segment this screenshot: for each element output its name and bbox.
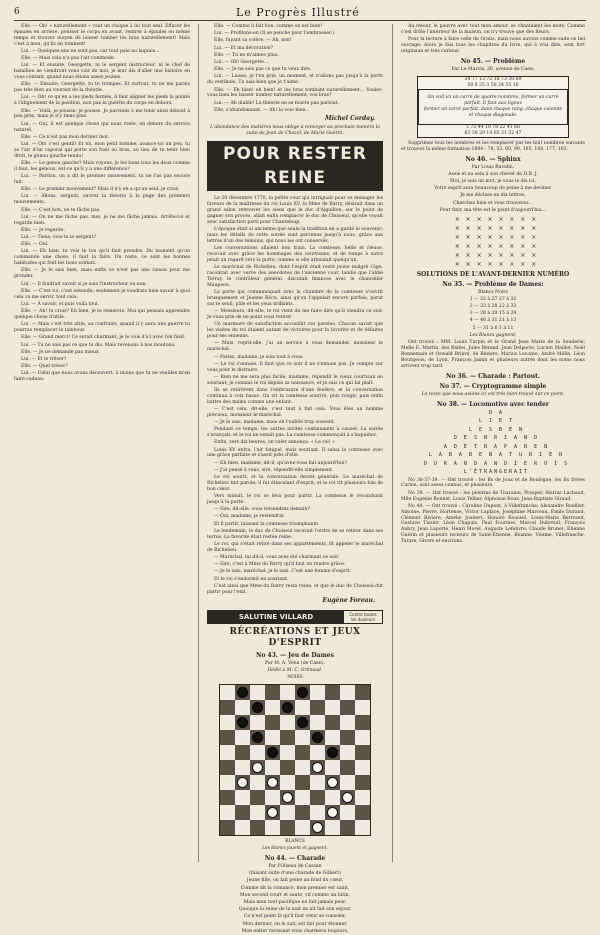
verse-line: Quoique la reine de la nuit en ait fait son séjour, xyxy=(238,907,352,913)
paragraph: — Oui, madame, je reviendrai. xyxy=(214,514,286,520)
paragraph: Lui. — Il faudrait savoir si je suis l'instructeur ou non. xyxy=(21,281,147,287)
board-square xyxy=(325,790,340,805)
solution-35-note: Les Blancs gagnent. xyxy=(469,332,517,338)
paragraph: — C'est cela, dit-elle, c'est tout à fait cela. Vous êtes un homme précieux, monsieur le maréchal. xyxy=(207,406,383,418)
checkers-board xyxy=(219,684,371,836)
cross-puzzle xyxy=(401,216,585,268)
move-row: 5 — 31 à 6 1 à 11 xyxy=(472,325,514,331)
board-square xyxy=(235,775,250,790)
cross-row: × × × × × × × × xyxy=(454,233,539,241)
solution-35-header: Blancs Noirs xyxy=(478,289,508,295)
solution-38-title: No 38. — Locomotive avec tender xyxy=(437,400,549,408)
board-square xyxy=(295,745,310,760)
board-square xyxy=(295,730,310,745)
board-square xyxy=(220,730,235,745)
author-signature: Eugène Foreau. xyxy=(322,596,375,604)
board-square xyxy=(235,730,250,745)
paragraph: No 40. — Ont trouvé : Caroline Dupont, à Villefranche; Alexandre Roullier, Antoine, Pierre, Hortense, Victor Laplace, Joséphine Marceau, Émile Durand, Clément Rivière, Amélie Joubert, Honoré Roussel, Louis-Marie Bertrand, Gustave Tissier, Léon Chapuis, Paul Fournier, Marcel Dubreuil, François Aubry, Jean Laporte, Henri Morel, Auguste Lefebvre, Claude Brunet, Étienne Guérin et plusieurs lecteurs de Saint-Étienne, Roanne, Vienne, Villefranche, Tarare, Givors et environs. xyxy=(401,503,585,545)
paragraph: Louis XV entra, l'air fatigué, mais souriant. Il salua la comtesse avec une grâce parfaite et s'assit près d'elle. xyxy=(207,447,383,459)
solution-36-title: No 36. — Charade : Partout. xyxy=(445,372,541,380)
paragraph: Elle. — Oh! « naturellement » vaut un chaque à lui tout seul. Effacer les épaules en arrière, pousser le corps en avant, rentrer à épaules en même temps et trouver moyen de laisser tomber les bras naturellement! Mais c'est à mon, qu'ils en tombent! xyxy=(14,24,190,47)
verse-line: Votre esprit aura beaucoup de peine à me deviner. xyxy=(434,186,552,192)
story-title-banner: POUR RESTER REINE xyxy=(207,141,383,191)
paragraph: Lui. — On ne me fâche pas, moi, je ne me fâche jamais. Arrête-toi et regarde bien. xyxy=(14,214,190,226)
paragraph: Lui. — Mais c'est très utile, au contraire, quand il y aura une guerre tu pourras remplacer le tambour. xyxy=(14,322,190,334)
problem-43-author: Par M. A. Vena (de Caen). xyxy=(264,660,325,666)
paragraph: Lui. — Oui, il est quelque chose qui nous reste, en dehors du service naturel. xyxy=(14,121,190,133)
verse-line: Mais mon tout pacifique ne fait jamais peur. xyxy=(243,900,347,905)
column-rule xyxy=(198,24,199,862)
advertisement-salutine xyxy=(207,610,383,624)
paragraph: Elle. — Grand merci! Ce serait charmant, je te vois d'ici avec ton fusil. xyxy=(21,335,186,341)
paragraph: C'est ainsi que Mme du Barry resta reine, et que le duc de Choiseul dut partir pour l'exil. xyxy=(207,583,383,595)
board-square xyxy=(235,745,250,760)
board-square xyxy=(280,790,295,805)
number-row: 63 38 29 14 65 31 52 47 xyxy=(464,130,522,136)
paragraph: Un murmure de satisfaction accueillit ces paroles. Chacun savait que les visites du roi étaient autant de victoires pour la favorite et de défaites pour ses ennemis. xyxy=(207,322,383,340)
paragraph: Lui. — Profitons-en (Il se penche pour l'embrasser.) xyxy=(214,31,334,37)
board-square xyxy=(235,805,250,820)
newspaper-title: Le Progrès Illustré xyxy=(235,5,360,19)
paragraph: Elle. — Le premier mouvement? Mais il n'y en a qu'un seul, je crois. xyxy=(21,187,180,193)
number-row: 5 72 44 19 78 22 41 66 xyxy=(465,124,521,130)
black-piece xyxy=(327,747,338,758)
board-square xyxy=(265,715,280,730)
black-piece xyxy=(252,702,263,713)
board-square xyxy=(250,820,265,835)
paragraph: Enfin, vers dix heures, un valet annonça: « Le roi! » xyxy=(214,440,335,446)
board-square xyxy=(235,700,250,715)
paragraph: Le roi, qui s'était retiré dans ses appartements, fit appeler le maréchal de Richelieu. xyxy=(207,541,383,553)
paragraph: — Je le sais, maréchal, je le sais. C'est une femme d'esprit. xyxy=(214,569,352,575)
paragraph: Elle. — Comme il fait bon, comme on est bien! xyxy=(214,24,323,29)
paragraph: — Maréchal, lui dit-il, vous avez été charmant ce soir. xyxy=(214,555,340,561)
board-square xyxy=(355,790,370,805)
paragraph: Lui. — Allons, sergent, ouvrez la théorie à la page des premiers mouvements. xyxy=(14,194,190,206)
paragraph: Elle, s'abandonnant. — Ah! la voie bien... xyxy=(214,107,310,113)
paragraph: Elle. — Ensuite, Georgette, tu te trompes. Et surtout, tu ne me parais pas très bien au courant de la théorie. xyxy=(14,82,190,94)
board-square xyxy=(325,715,340,730)
closing-text xyxy=(401,478,585,546)
paragraph: Lui. — Tu ne sais pas ce que tu dis. Mais revenons à nos moutons. xyxy=(21,342,176,348)
board-square xyxy=(340,715,355,730)
problem-45-author: Par Le Marcis, 26, avenue de Caen. xyxy=(451,66,535,72)
paragraph: No 39. — Ont trouvé : les pèlerins de Touraine, Prosper, Marius Lachaud, Mlle Eugénie Bonnet, Louis Tellier, Alphonse Roux, Jean-Baptiste Giraud. xyxy=(401,490,585,502)
paragraph: Et il partit, laissant la comtesse triomphante. xyxy=(214,521,320,527)
white-piece xyxy=(327,777,338,788)
board-square xyxy=(250,745,265,760)
move-row: 4 — 48 à 31 21 à 12 xyxy=(469,318,517,324)
board-square xyxy=(250,775,265,790)
black-piece xyxy=(267,747,278,758)
solution-35-title: No 35. — Problème de Dames: xyxy=(442,280,544,288)
white-piece xyxy=(237,777,248,788)
locomotive-puzzle xyxy=(401,410,585,476)
board-square xyxy=(295,715,310,730)
board-square xyxy=(325,730,340,745)
board-square xyxy=(310,775,325,790)
paragraph: Elle. — Le genou gauche? Mais voyons, je les tiens tous les deux comme il faut, les genoux, est-ce qu'il y a une différence? xyxy=(14,161,190,172)
board-square xyxy=(355,745,370,760)
paragraph: Elle. — C'est bon, ne te fâche pas. xyxy=(21,207,101,213)
paragraph: Le lendemain, le duc de Choiseul recevait l'ordre de se retirer dans ses terres. La favorite était restée reine. xyxy=(207,528,383,540)
paragraph: Elle. — Tu ne m'aimes plus. xyxy=(214,52,279,58)
paragraph: — Parlez, madame, je suis tout à vous. xyxy=(214,354,304,360)
paragraph: Lui. — Oh! ce qu'en a les pieds fermés, il faut aligner les pieds la pointe à l'alignement de la position, non pas la guérite du corps en dehors. xyxy=(14,95,190,107)
board-square xyxy=(310,745,325,760)
paragraph: Elle. — Je regarde. xyxy=(21,227,65,233)
paragraph: Lui. — Laisse, je t'en prie, un moment, et n'allons pas jusqu'à la porte du vestibule. Tu sais bien que je t'aime. xyxy=(207,74,383,86)
white-piece xyxy=(312,822,323,833)
paragraph: Elle. — Je le sais bien, mais enfin ce n'est pas une raison pour me gronder. xyxy=(14,268,190,280)
board-square xyxy=(310,805,325,820)
board-square xyxy=(340,745,355,760)
board-square xyxy=(310,760,325,775)
cross-row: × × × × × × × × xyxy=(454,215,539,223)
figure-caption: On voit ici un carré de quatre nombres, former un carré parfait. Il faut aux lignes xyxy=(427,94,559,106)
board-square xyxy=(250,805,265,820)
board-square xyxy=(250,790,265,805)
board-square xyxy=(355,685,370,700)
board-square xyxy=(310,730,325,745)
paragraph: Lui. — Oh! Georgette... xyxy=(214,60,269,66)
black-piece xyxy=(237,717,248,728)
board-square xyxy=(220,700,235,715)
board-square xyxy=(355,715,370,730)
crypto-row: D U R A N D A N D I E R O I S xyxy=(423,460,570,467)
board-square xyxy=(250,730,265,745)
solution-37-title: No 37. — Cryptogramme simple xyxy=(439,382,547,390)
paragraph: Lui. — À savoir, et puis voilà tout. xyxy=(21,301,100,307)
paragraph: Pendant ce temps, les autres invités continuaient à causer. La soirée s'avançait, et le roi ne venait pas. La comtesse commençait à s'inquiéter. xyxy=(207,427,383,439)
figure-caption: former un carré parfait, dans chaque rang, chaque colonne et chaque diagonale. xyxy=(423,106,563,118)
board-square xyxy=(220,715,235,730)
number-row: 34 77 13 72 18 73 30 69 xyxy=(464,76,522,82)
paragraph: Lui. — Pardon, on a dit le premier mouvement, tu ne l'as pas encore fait. xyxy=(14,174,190,186)
cross-row: × × × × × × × × xyxy=(454,251,539,259)
editor-note: L'abondance des matières nous oblige à renvoyer au prochain numéro la suite de Jean de Chazol, de Marie Guérin. xyxy=(210,124,380,136)
dialogue-text xyxy=(14,24,190,383)
board-square xyxy=(280,745,295,760)
board-square xyxy=(220,805,235,820)
verse-line: Mon second court et saute, vif comme un lutin, xyxy=(239,892,351,898)
board-square xyxy=(340,700,355,715)
column-rule xyxy=(392,24,393,862)
paragraph: — Je le sais, madame, mais on l'oublie trop souvent. xyxy=(214,420,336,426)
paragraph: — Mais, reprit-elle, j'ai un service à vous demander, monsieur le maréchal. xyxy=(207,341,383,353)
paragraph: Et le roi s'endormit en souriant. xyxy=(214,576,289,582)
paragraph: Elle. — Ah! tu crois? Eh bien, je te remercie. Moi qui pensais apprendre quelque chose d'utile. xyxy=(14,309,190,320)
board-square xyxy=(310,820,325,835)
paragraph: Elle. — Ce n'est pas mon dernier mot. xyxy=(21,134,110,140)
board-square xyxy=(280,805,295,820)
paragraph: Elle. — C'est toi, c'est entendu; seulement je voudrais bien savoir à quoi cela va me servir, tout cela. xyxy=(14,288,190,300)
paragraph: Lui. — Eh bien, tu vois le ton qu'il faut prendre. Du moment qu'on commande une chose, il faut la faire. Du reste, ce sont les bonnes habitudes qui font les bons soldats. xyxy=(14,249,190,267)
story-text xyxy=(207,196,383,540)
crypto-row: A D E T R A P A R E N xyxy=(443,443,550,450)
board-square xyxy=(355,820,370,835)
magic-square-figure xyxy=(417,76,569,138)
recreations-heading: RÉCRÉATIONS ET JEUX D'ESPRIT xyxy=(229,626,361,648)
board-square xyxy=(265,730,280,745)
board-square xyxy=(325,700,340,715)
solvers-list: Ont trouvé : MM. Louis Turpin et le Grand Jean Marie de la Souderie; Melle E. Martin, des Balfes, Jules Bérand, Jean Delporte, Lucien Maillet, Noël Bonnemain et Oswald Briard, de Béziers, Marius Leconte, André Mélin, Léon Bourgeois, de Lyon, François Jamin et plusieurs autres dont les noms nous arrivent trop tard. xyxy=(401,340,585,369)
paragraph: Lui. — Ah diable! La théorie ne se fourre pas partout. xyxy=(214,100,340,106)
board-square xyxy=(265,760,280,775)
paragraph: Les conversations allaient bon train. La comtesse, belle et rieuse, recevait avec grâce les hommages des courtisans, et de temps à autre jetait un regard vers la porte, comme si elle attendait quelqu'un. xyxy=(207,246,383,264)
board-square xyxy=(265,790,280,805)
board-square xyxy=(235,760,250,775)
move-row: 1 — 32 à 27 27 à 32 xyxy=(469,296,517,302)
verse-line: Cherchez bien et vous trouverez... xyxy=(452,200,534,206)
paragraph: Lui. — Et ensuite, Georgette, ni le sergent instructeur, ni le chef de bataillon ne viendront vous voir de moi, je leur dis d'aller une histoire en vous contant, quand nous étions assez jeunes. xyxy=(14,63,190,81)
masthead xyxy=(14,4,586,21)
move-row: 3 — 38 à 29 15 à 24 xyxy=(469,311,517,317)
paragraph: L'époque était si ancienne que seule la tradition en a gardé le souvenir; mais les détails de cette soirée sont parvenus jusqu'à nous, grâce aux lettres d'un des témoins, qui nous les ont conservés. xyxy=(207,227,383,245)
white-piece xyxy=(327,807,338,818)
paragraph: Elle. — Mais cela n'a pas l'air commode. xyxy=(21,56,116,62)
paragraph: — J'ai pensé à vous, sire, répondit-elle simplement. xyxy=(214,467,334,473)
board-square xyxy=(325,820,340,835)
board-top-label: NOIRS xyxy=(287,674,303,680)
board-square xyxy=(265,775,280,790)
paragraph: Ils se retirèrent dans l'embrasure d'une fenêtre, et la conversation continua à voix basse. On vit la comtesse sourire, puis rougir, puis enfin battre des mains comme une enfant. xyxy=(207,387,383,405)
board-square xyxy=(235,715,250,730)
verse-line: Moi, je suis un mot, je vous le dis ici, xyxy=(450,178,536,184)
problem-43-title: No 43. — Jeu de Dames xyxy=(255,651,335,659)
verse-line: Mon dernier, on le sait, est fait pour étonner, xyxy=(242,921,348,927)
verse-line: Pour finir, ma tête est le point d'aujourd'hui... xyxy=(439,207,547,213)
problem-46-author: Par Louis Ravelin. xyxy=(471,164,515,170)
verse-line: Je me déclare en dix lettres, xyxy=(460,193,526,199)
crypto-row: L'ÉTRANGERAIT xyxy=(463,469,530,476)
problem-46-title: No 46. — Sphinx xyxy=(465,155,521,163)
board-square xyxy=(310,685,325,700)
board-square xyxy=(265,820,280,835)
intro-text xyxy=(401,24,585,55)
paragraph: Le maréchal de Richelieu, dont l'esprit était resté jeune malgré l'âge, racontait avec verve des anecdotes de l'ancienne cour, tandis que l'abbé Terray, le contrôleur général, discutait finances avec le chancelier Maupeou. xyxy=(207,265,383,289)
board-square xyxy=(220,775,235,790)
board-square xyxy=(355,730,370,745)
black-piece xyxy=(237,687,248,698)
board-square xyxy=(310,715,325,730)
board-square xyxy=(220,820,235,835)
crypto-row: L I E T xyxy=(478,418,515,425)
problem-45-title: No 45. — Problème xyxy=(460,57,526,65)
cross-row: × × × × × × × × xyxy=(454,260,539,268)
paragraph: — Sire, c'est à Mme du Barry qu'il faut en rendre grâce. xyxy=(214,562,346,568)
board-square xyxy=(325,760,340,775)
board-square xyxy=(325,745,340,760)
board-square xyxy=(280,685,295,700)
sphinx-text xyxy=(401,172,585,214)
board-square xyxy=(280,730,295,745)
white-piece xyxy=(267,777,278,788)
cross-row: × × × × × × × × xyxy=(454,242,539,250)
board-square xyxy=(295,760,310,775)
board-square xyxy=(340,820,355,835)
paragraph: — Sire, dit-elle, vous reviendrez demain? xyxy=(214,507,310,513)
board-square xyxy=(340,775,355,790)
black-piece xyxy=(297,717,308,728)
white-piece xyxy=(312,762,323,773)
ad-brand: SALUTINE VILLARD xyxy=(208,611,344,623)
board-square xyxy=(295,775,310,790)
paragraph: Le 20 décembre 1770, la petite cour qui intriguait pour se ménager les faveurs de la maîtresse du roi Louis XV, la Mme de Barry, désirait dans un grand salon retrouver les siens que le duc d'Aiguillon, sur le point de gagner son procès, allait enfin remplacer le duc de Choiseul, qu'elle voyait avec satisfaction parti pour Chanteloup. xyxy=(207,196,383,226)
board-square xyxy=(250,685,265,700)
board-square xyxy=(250,700,265,715)
page-number: 6 xyxy=(14,7,20,17)
paragraph: Elle. — Je ne demande pas mieux. xyxy=(21,349,101,355)
paragraph: Elle. — Eh bien! eh bien! et les bras tombant naturellement... Voulez-vous bien les laisser tomber naturellement, vos bras? xyxy=(207,87,383,99)
paragraph: Lui. — Et ma décoration? xyxy=(214,45,274,51)
verse-line: Mon entier ravissant vous charmera toujours. xyxy=(241,928,349,934)
board-square xyxy=(220,760,235,775)
problem-44-author: Par l'Oiseau de Cassan xyxy=(268,863,322,869)
verse-line: Assis et au sein à son chevet de D.B. J. xyxy=(448,171,538,177)
paragraph: Le roi sourit, et la conversation devint générale. Le maréchal de Richelieu tint parole; il fut étincelant d'esprit, et le roi rit plusieurs fois de bon cœur. xyxy=(207,475,383,492)
board-square xyxy=(355,775,370,790)
board-square xyxy=(355,700,370,715)
board-square xyxy=(220,790,235,805)
white-piece xyxy=(252,762,263,773)
paragraph: No 38-37-39. — Ont trouvé : les Bs de Joux et de Boulogne, les Bs frères Carlon, sont assez connus, et plusieurs. xyxy=(401,477,585,489)
solution-35-moves xyxy=(401,297,585,332)
paragraph: Vers minuit, le roi se leva pour partir. La comtesse le reconduisit jusqu'à la porte. xyxy=(207,494,383,505)
board-square xyxy=(325,775,340,790)
verse-line: Jeune fille, on fait peine au fond du cœur, xyxy=(246,878,344,884)
paragraph: La porte qui communiquait avec la chambre de la comtesse s'ouvrit brusquement et Jeanne Bécu, ainsi qu'on l'appelait encore parfois, parut sur le seuil, pâle et les yeux brillants. xyxy=(207,290,383,308)
board-square xyxy=(235,685,250,700)
board-square xyxy=(310,700,325,715)
crypto-row: D E S B R I A N D xyxy=(453,435,540,442)
board-square xyxy=(265,685,280,700)
black-piece xyxy=(312,732,323,743)
move-row: 2 — 33 à 28 22 à 33 xyxy=(469,304,517,310)
board-square xyxy=(295,790,310,805)
dialogue-ending xyxy=(207,24,383,114)
board-square xyxy=(265,700,280,715)
board-square xyxy=(340,805,355,820)
board-square xyxy=(250,715,265,730)
paragraph: Lui. — Oh! c'est gentil! Et toi, mon petit homme, avance-toi un peu, tu as l'air d'un caporal qui porte son fusil au bras, au lieu de te tenir bien droit, le genou gauche tendu! xyxy=(14,141,190,159)
board-square xyxy=(235,790,250,805)
paragraph: — Rien ne me sera plus facile, madame, répondit le vieux courtisan en souriant; je connais le roi depuis sa naissance, et je sais ce qui lui plaît. xyxy=(207,374,383,386)
charade-text xyxy=(207,871,383,935)
problem-43-dedication: Dédié à M. C. Grimaud. xyxy=(267,667,323,673)
verse-line: (faisant suite d'une charade de Gilbert) xyxy=(249,871,341,877)
board-bottom-label: BLANCS xyxy=(285,838,305,844)
column-3 xyxy=(401,24,585,862)
board-square xyxy=(340,760,355,775)
paragraph: Lui. — Quelques-uns ne sont pas, car tout paie au laquais... xyxy=(21,48,160,54)
board-square xyxy=(220,685,235,700)
board-square xyxy=(235,820,250,835)
author-signature: Michel Corday. xyxy=(324,114,375,122)
paragraph: Elle. — Voilà, je pousse, je pousse. Je parviens à me tenir ainsi debout à peu près, mais je n'y tiens plus. xyxy=(14,108,190,120)
board-square xyxy=(295,700,310,715)
white-piece xyxy=(342,792,353,803)
paragraph: Elle, fuyant sa colère. — Ah, non! xyxy=(214,38,292,44)
white-piece xyxy=(282,792,293,803)
verse-line: Ce n'est point là qu'il faut venir se consoler, xyxy=(243,914,347,920)
paragraph: Elle. — Quel trésor? xyxy=(21,364,68,370)
board-square xyxy=(280,715,295,730)
ad-note: Contre toutes les douleurs xyxy=(349,611,377,622)
column-1 xyxy=(14,24,190,862)
paragraph: — Messieurs, dit-elle, le roi vient de me faire dire qu'il viendra ce soir. Je vous prie de ne point vous retirer. xyxy=(207,309,383,321)
story-ending xyxy=(207,542,383,596)
board-square xyxy=(355,760,370,775)
board-square xyxy=(340,730,355,745)
solution-37-note: Le texte que nous avions ici est très bien trouvé sur ce point. xyxy=(421,391,565,397)
black-piece xyxy=(282,702,293,713)
paragraph: Lui. — Et le trésor? xyxy=(21,356,67,362)
paragraph: Au retour, le pauvre avec tout mon amour, se chantaient les mots: Comme c'est drôle l'intérieur de la maison, on n'y trouve que des fleurs. xyxy=(401,24,585,35)
problem-45-note: Supprimez tous les nombres et les remplacer par les huit nombres suivants et trouvez la même formation 1884 : 78, 53, 60, 99, 105, 108, 177, 163. xyxy=(401,140,585,152)
board-square xyxy=(280,700,295,715)
black-piece xyxy=(252,732,263,743)
paragraph: — Le roi s'ennuie. Il faut que ce soir il ne s'ennuie pas. Je compte sur vous pour le distraire. xyxy=(207,361,383,373)
board-square xyxy=(265,745,280,760)
board-caption: Les blancs jouent et gagnent. xyxy=(262,846,328,852)
paragraph: Elle. — Oui. xyxy=(21,242,49,248)
column-2 xyxy=(207,24,383,934)
board-square xyxy=(265,805,280,820)
solutions-heading: SOLUTIONS DE L'AVANT-DERNIER NUMÉRO xyxy=(416,270,570,278)
board-square xyxy=(340,685,355,700)
board-square xyxy=(280,820,295,835)
crypto-row: L A B A B E N A T U R I E R xyxy=(428,452,565,459)
board-square xyxy=(250,760,265,775)
white-piece xyxy=(267,807,278,818)
board-square xyxy=(280,760,295,775)
paragraph: Pour la lecture à faire celle du Gratis, mais nous aurons comme suite ce bel ouvrage: Alors je fais tous les chapitres du livre, qui à vrai dire, sont fort originaux et très curieux. xyxy=(401,37,585,54)
problem-44-title: No 44. — Charade xyxy=(264,854,326,862)
paragraph: — Eh bien, madame, dit-il, qu'avez-vous fait aujourd'hui? xyxy=(214,460,347,466)
crypto-row: L E S B E N xyxy=(468,426,525,433)
number-row: 50 8 35 3 58 24 55 16 xyxy=(467,82,519,88)
crypto-row: D A xyxy=(488,409,505,416)
board-square xyxy=(295,820,310,835)
verse-line: Comme dit la romance, mon premier est saint, xyxy=(240,885,350,891)
black-piece xyxy=(297,687,308,698)
paragraph: Lui. — Tiens, vois-tu le sergent? xyxy=(21,235,96,241)
board-square xyxy=(310,790,325,805)
board-square xyxy=(340,790,355,805)
board-square xyxy=(325,805,340,820)
cross-row: × × × × × × × × xyxy=(454,224,539,232)
paragraph: Elle. — Je ne sais pas ce que tu veux dire. xyxy=(214,67,312,73)
board-square xyxy=(280,775,295,790)
board-square xyxy=(355,805,370,820)
board-square xyxy=(295,805,310,820)
board-square xyxy=(325,685,340,700)
board-square xyxy=(295,685,310,700)
board-square xyxy=(220,745,235,760)
paragraph: Lui. — Celui que nous avons découvert, à moins que tu ne veuilles m'en faire cadeau. xyxy=(14,371,190,383)
